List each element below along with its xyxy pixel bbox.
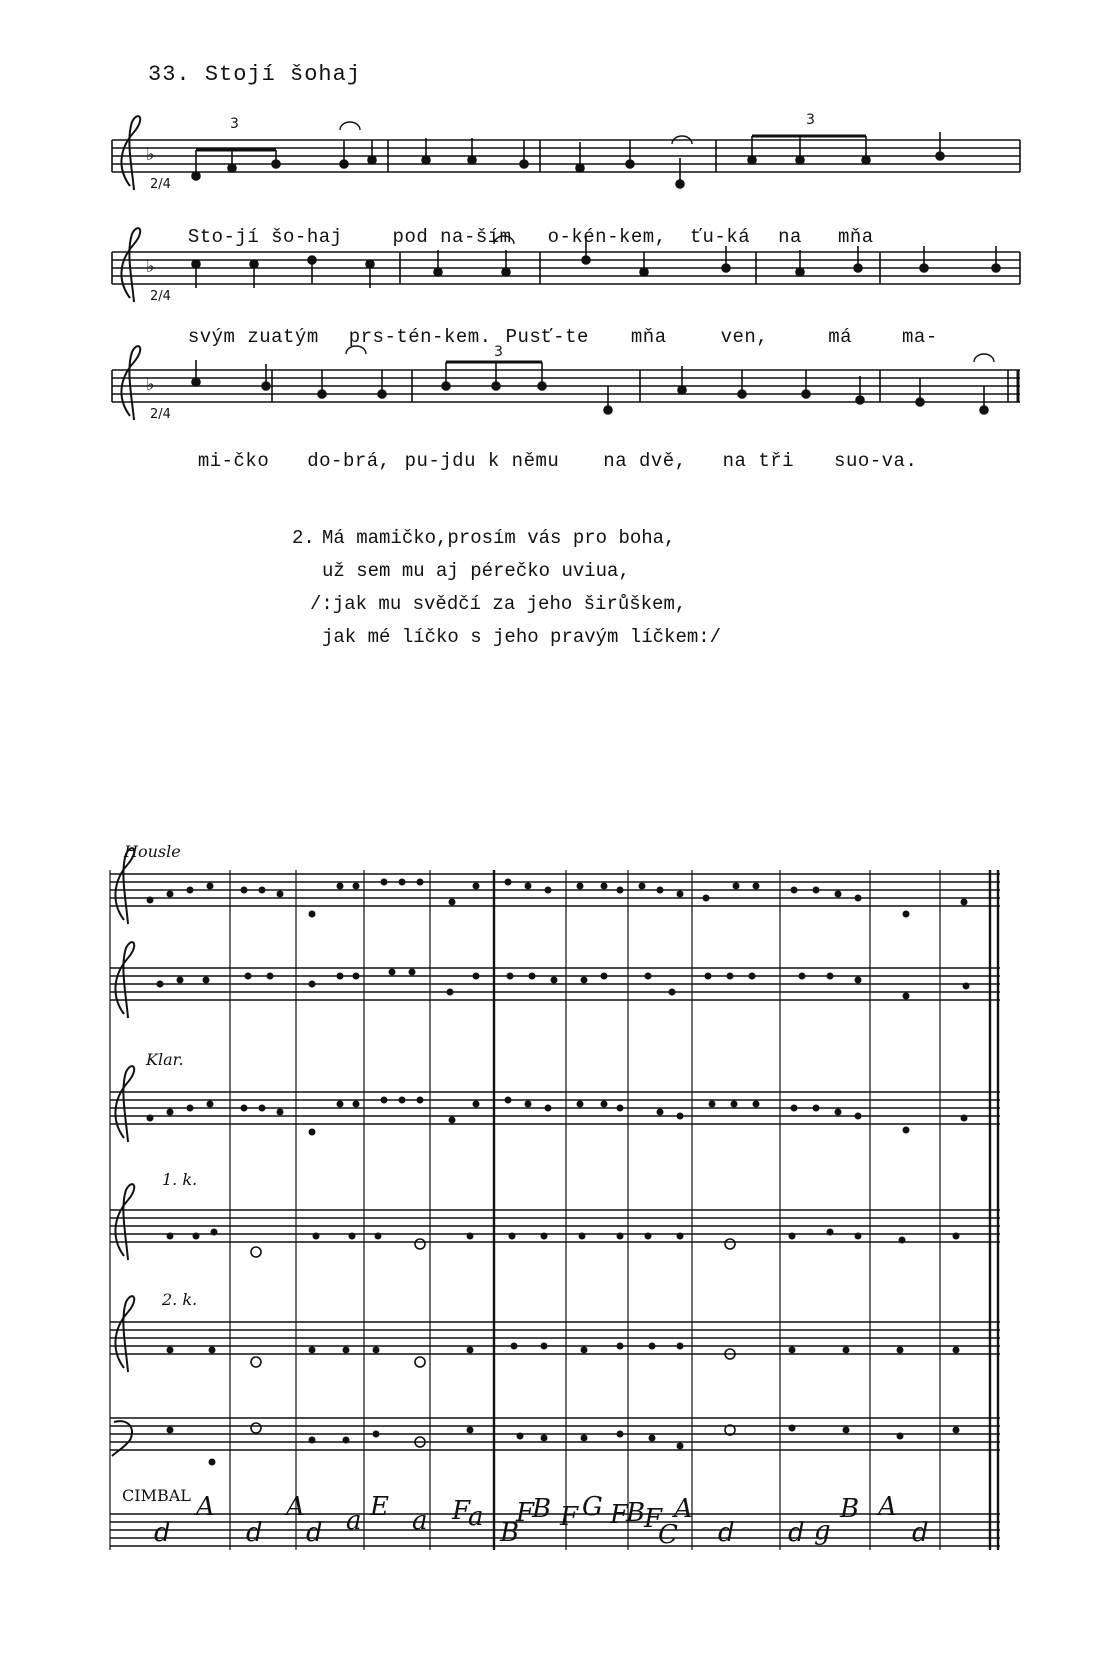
- lyrics-line-2: [164, 304, 938, 348]
- svg-text:3: 3: [494, 344, 503, 360]
- bass-notes: [167, 1423, 960, 1466]
- verse-line: [292, 555, 721, 588]
- lyric-word: Sto-jí šo-haj: [187, 226, 343, 248]
- staff-1: [112, 140, 1020, 172]
- chord: A: [674, 1494, 693, 1524]
- chord: F: [516, 1498, 535, 1528]
- score-clefs: [112, 848, 134, 1456]
- lyric-word: mňa: [837, 226, 874, 248]
- label-second: 2. k.: [162, 1290, 198, 1309]
- chord: a: [468, 1502, 484, 1532]
- svg-text:3: 3: [230, 116, 239, 132]
- chord: a: [346, 1506, 362, 1536]
- song-number: 33.: [148, 62, 191, 87]
- verse-line: [292, 621, 721, 654]
- staff-3: [112, 370, 1020, 402]
- chord: d: [912, 1518, 929, 1548]
- chord: F: [560, 1502, 579, 1532]
- chord: d: [788, 1518, 805, 1548]
- score-staff-second: [110, 1322, 1000, 1354]
- label-clarinet: Klar.: [146, 1050, 184, 1069]
- chord: B: [840, 1494, 860, 1524]
- svg-text:♭: ♭: [146, 256, 155, 277]
- lyric-word: ma-: [902, 326, 938, 348]
- melody-staves: [112, 140, 1020, 402]
- svg-text:♭: ♭: [146, 374, 155, 395]
- chord: B: [532, 1494, 552, 1524]
- chord: d: [718, 1518, 735, 1548]
- chord: F: [644, 1504, 663, 1534]
- lyric-word: na dvě,: [603, 450, 687, 472]
- verse-text: /:jak mu svědčí za jeho širůškem,: [310, 593, 687, 615]
- chord: B: [626, 1498, 646, 1528]
- label-first: 1. k.: [162, 1170, 198, 1189]
- lyric-word: na: [778, 226, 802, 248]
- lyric-word: mňa: [630, 326, 667, 348]
- lyric-word: pod na-ším: [392, 226, 512, 248]
- chord: F: [452, 1496, 471, 1526]
- chord: a: [412, 1506, 428, 1536]
- score-staff-violin-2: [110, 968, 1000, 1000]
- verse-line: [292, 588, 721, 621]
- lyric-word: Pusť-te: [505, 326, 589, 348]
- verse-line: [292, 522, 721, 555]
- lyrics-line-3: [174, 428, 917, 472]
- svg-text:3: 3: [806, 112, 815, 128]
- verse-text: už sem mu aj pérečko uviua,: [322, 560, 630, 582]
- chord: F: [610, 1500, 629, 1530]
- chord: d: [246, 1518, 263, 1548]
- staff-3-notes: [192, 360, 988, 414]
- first-notes: [167, 1229, 960, 1258]
- chord: d: [306, 1518, 323, 1548]
- lyrics-line-1: [164, 204, 874, 248]
- label-violin: Housle: [124, 842, 181, 861]
- verse-2: [292, 522, 721, 654]
- svg-text:2/4: 2/4: [150, 177, 171, 192]
- melody-notes: [192, 132, 1000, 414]
- lyric-word: svým zuatým: [187, 326, 319, 348]
- lyric-word: pu-jdu k němu: [404, 450, 560, 472]
- verse-text: jak mé líčko s jeho pravým líčkem:/: [322, 626, 722, 648]
- score-staff-bass: [110, 1418, 1000, 1450]
- svg-text:2/4: 2/4: [150, 289, 171, 304]
- chord: G: [582, 1492, 603, 1522]
- lyric-word: do-brá,: [307, 450, 391, 472]
- score-staff-first: [110, 1210, 1000, 1242]
- lyric-word: mi-čko: [197, 450, 270, 472]
- svg-text:2/4: 2/4: [150, 407, 171, 422]
- chord: g: [814, 1516, 831, 1546]
- svg-text:♭: ♭: [146, 144, 155, 165]
- score-notes: [147, 879, 970, 1466]
- song-name: Stojí šohaj: [204, 62, 362, 87]
- staff-2: [112, 252, 1020, 284]
- chord: A: [286, 1492, 305, 1522]
- cimbalom-chords: [150, 1490, 990, 1560]
- lyric-word: ťu-ká: [690, 226, 751, 248]
- lyric-word: prs-tén-kem.: [348, 326, 492, 348]
- chord: B: [500, 1518, 520, 1548]
- score-staves: [110, 848, 1000, 1550]
- verse-number: 2.: [292, 527, 315, 549]
- chord: A: [196, 1492, 215, 1522]
- lyric-word: suo-va.: [834, 450, 918, 472]
- lyric-word: o-kén-kem,: [547, 226, 667, 248]
- label-cimbalom: CIMBAL: [122, 1486, 191, 1505]
- lyric-word: má: [828, 326, 853, 348]
- verse-text: Má mamičko,prosím vás pro boha,: [322, 527, 676, 549]
- lyric-word: na tři: [722, 450, 795, 472]
- chord: E: [370, 1492, 389, 1522]
- chord: C: [658, 1520, 678, 1550]
- chord: A: [878, 1492, 897, 1522]
- chord: d: [154, 1518, 171, 1548]
- lyric-word: ven,: [720, 326, 769, 348]
